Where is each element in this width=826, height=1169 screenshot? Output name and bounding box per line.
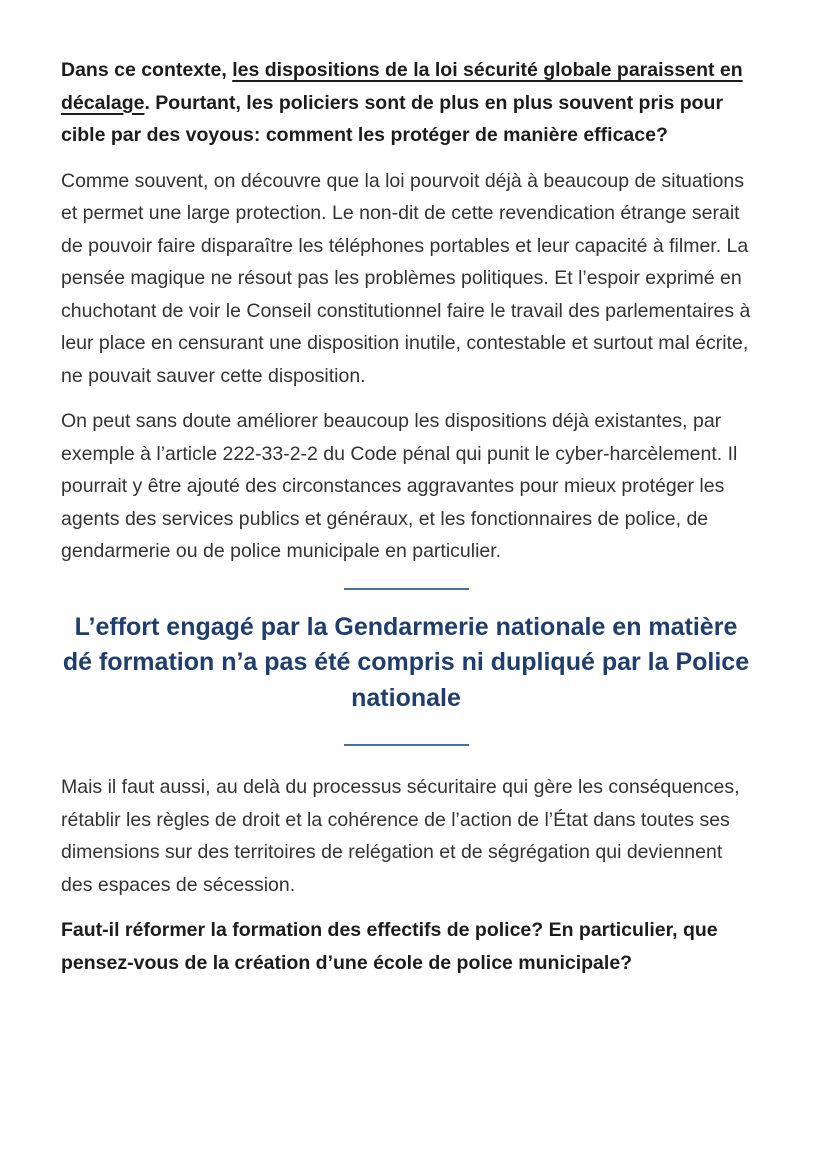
answer-paragraph-1: Comme souvent, on découvre que la loi pourvoit déjà à beaucoup de situations et permet une large protection. Le non-dit de cette revendication étrange serait de pouvoir faire disparaître les téléphones portables et leur capacité à filmer. La pensée magique ne résout pas les problèmes politiques. Et l’espoir exprimé en chuchotant de voir le Conseil constitutionnel faire le travail des parlementaires à leur place en censurant une disposition inutile, contestable et surtout mal écrite, ne pouvait sauver cette disposition.: [61, 169, 751, 387]
interview-question-2: Faut-il réformer la formation des effectifs de police? En particulier, que pensez-vous de la création d’une école de police municipale?: [61, 919, 718, 974]
pull-quote-heading: L’effort engagé par la Gendarmerie nationale en matière dé formation n’a pas été compris ni dupliqué par la Police nationale: [62, 612, 750, 712]
answer-paragraph-2: On peut sans doute améliorer beaucoup les dispositions déjà existantes, par exemple à l’article 222-33-2-2 du Code pénal qui punit le cyber-harcèlement. Il pourrait y être ajouté des circonstances aggravantes pour mieux protéger les agents des services publics et généraux, et les fonctionnaires de police, de gendarmerie ou de police municipale en particulier.: [61, 410, 738, 562]
interview-question-1: [61, 54, 751, 152]
answer-paragraph-3: Mais il faut aussi, au delà du processus sécuritaire qui gère les conséquences, rétablir les règles de droit et la cohérence de l’action de l’État dans toutes ses dimensions sur des territoires de relégation et de ségrégation qui deviennent des espaces de sécession.: [61, 776, 740, 896]
section-divider-top: [344, 588, 469, 590]
question-1-underlined-text: les dispositions de la loi sécurité globale paraissent en décalage: [61, 59, 743, 114]
question-1-prefix: Dans ce contexte,: [61, 59, 233, 81]
question-1-suffix: . Pourtant, les policiers sont de plus en plus souvent pris pour cible par des voyous: comment les protéger de manière efficace?: [61, 91, 724, 146]
section-divider-bottom: [344, 744, 469, 746]
